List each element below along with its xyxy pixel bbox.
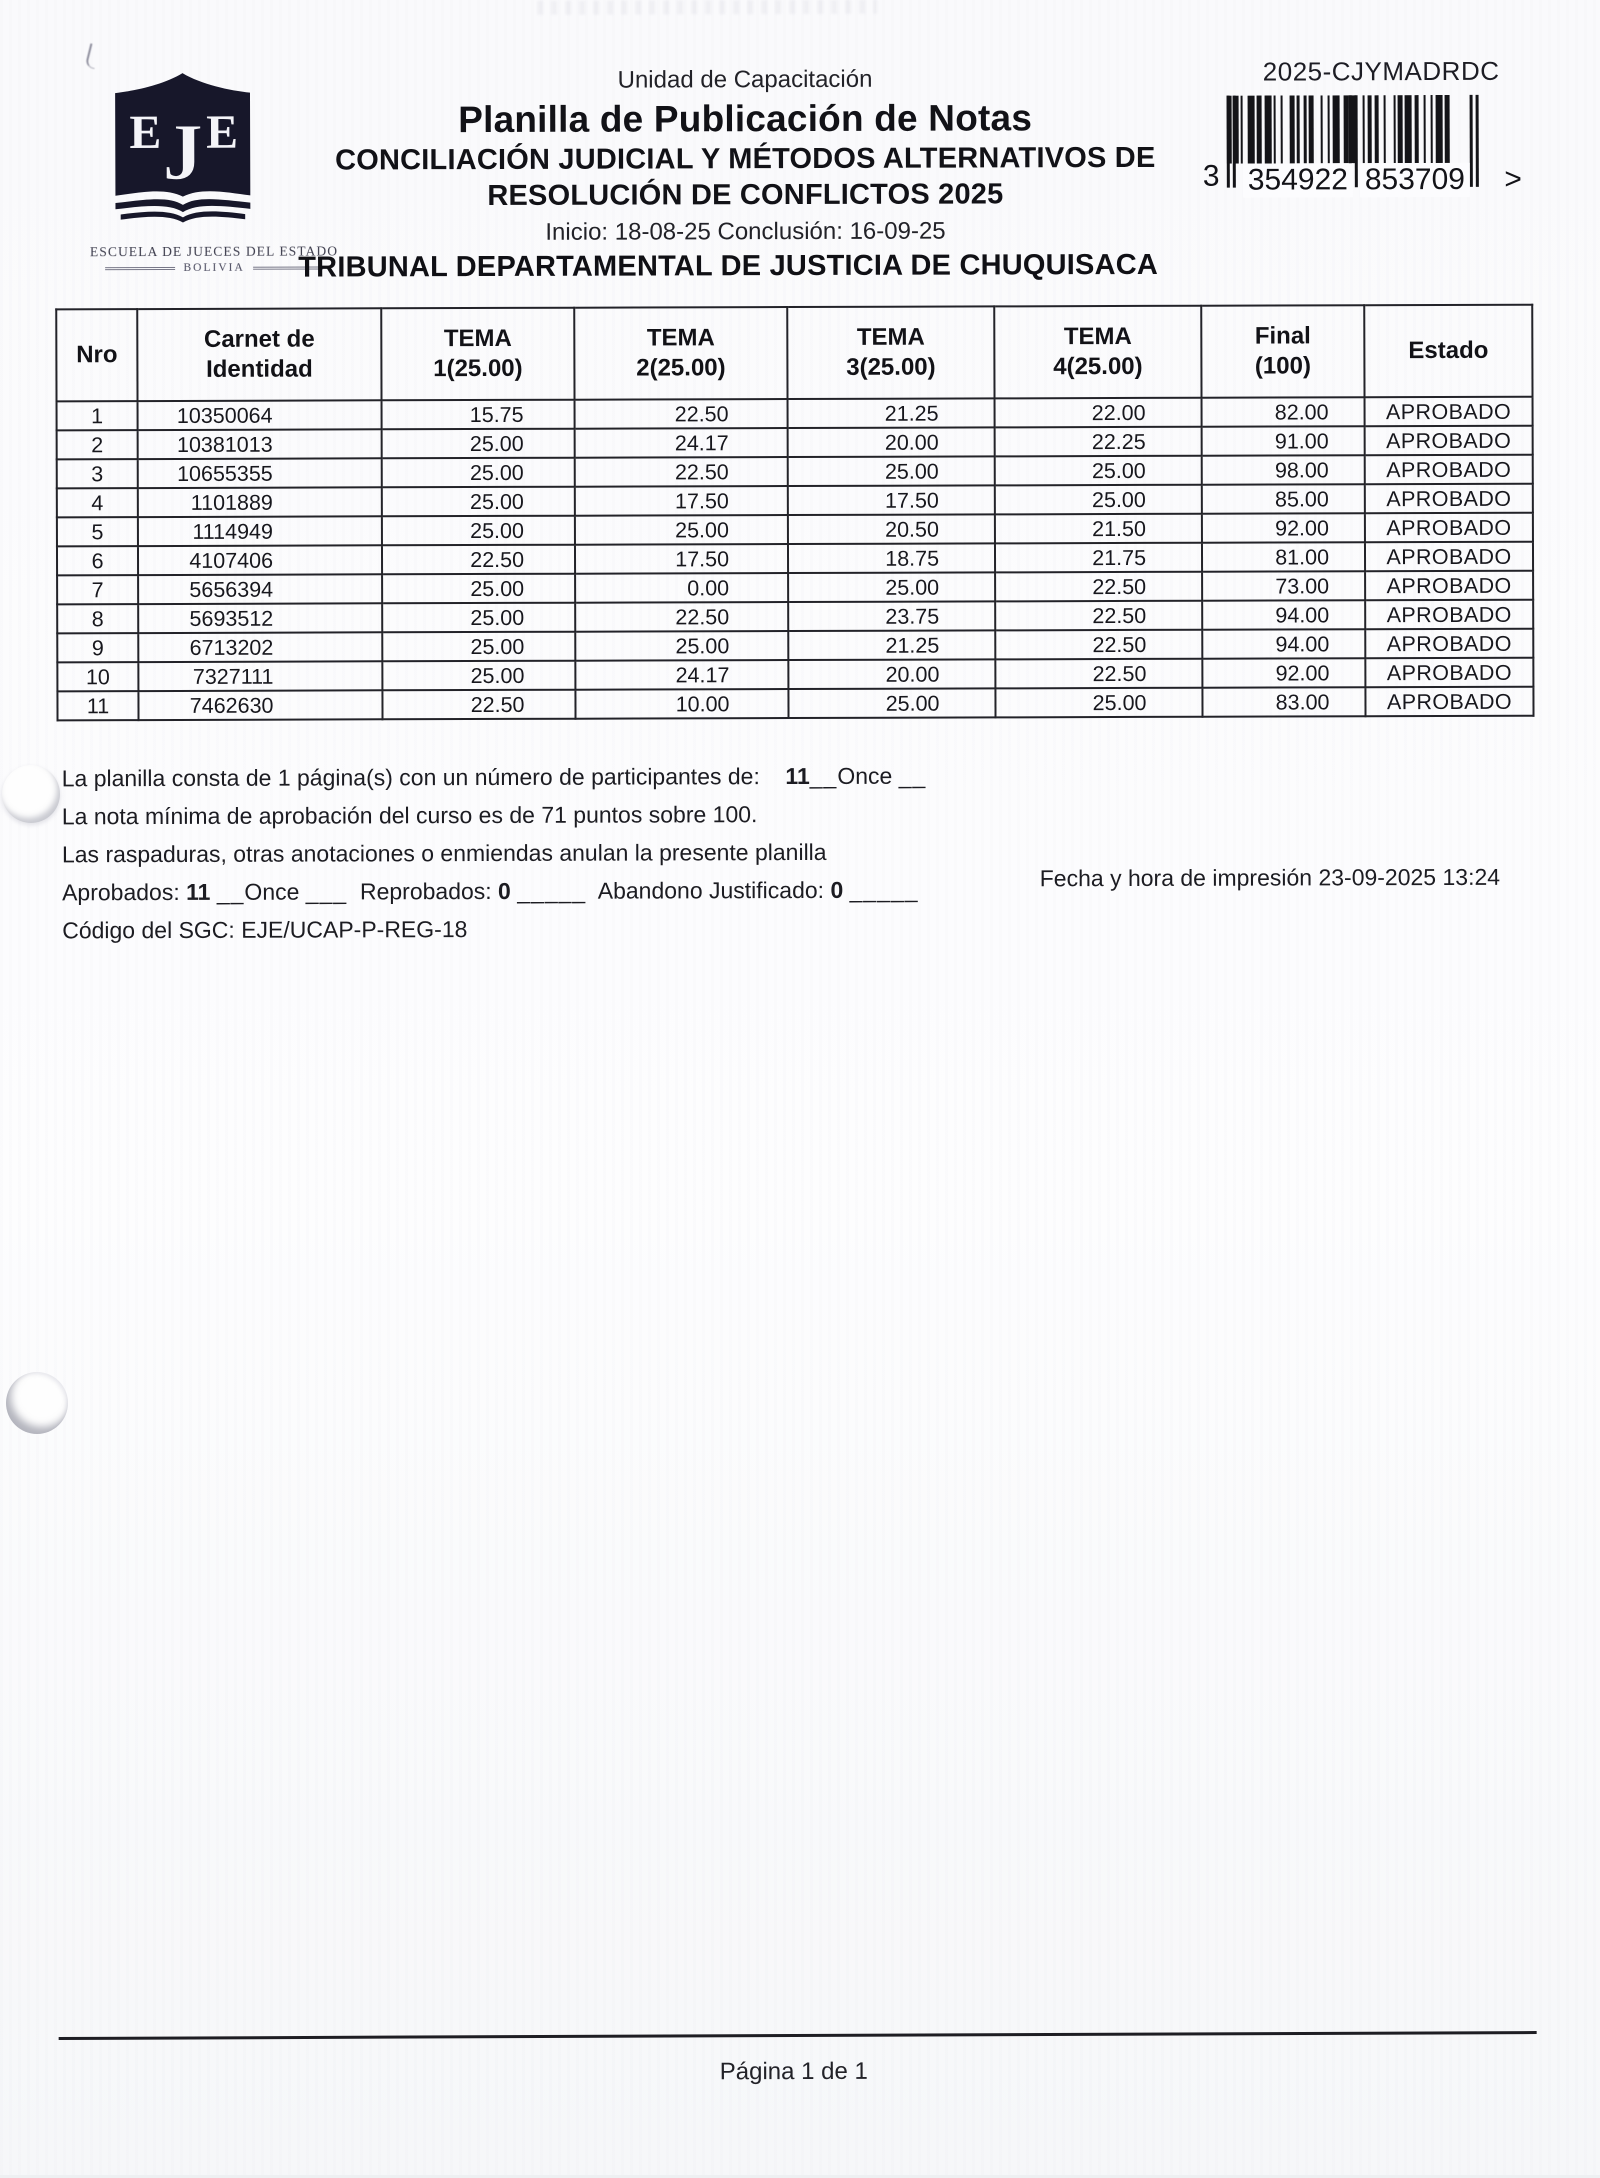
cell-estado: APROBADO [1365, 542, 1533, 572]
cell-tema3: 21.25 [788, 398, 995, 428]
cell-tema4: 22.25 [995, 427, 1202, 457]
cell-final: 91.00 [1202, 426, 1365, 456]
cell-tema2: 22.50 [575, 602, 788, 632]
cell-tema1: 22.50 [382, 545, 575, 575]
document-title: Planilla de Publicación de Notas [458, 97, 1033, 141]
barcode-guard-icon [1470, 95, 1473, 187]
cell-tema4: 22.00 [995, 398, 1202, 428]
tribunal-title: TRIBUNAL DEPARTAMENTAL DE JUSTICIA DE CHUQUISACA [298, 248, 1159, 284]
cell-carnet: 1114949 [138, 516, 382, 546]
cell-tema2: 17.50 [575, 486, 788, 516]
cell-tema4: 21.75 [995, 543, 1202, 573]
svg-text:E: E [129, 105, 162, 160]
participants-line: La planilla consta de 1 página(s) con un número de participantes de: 11__Once __ [61, 762, 927, 792]
cell-nro: 3 [57, 459, 138, 488]
min-grade-line: La nota mínima de aprobación del curso es de 71 puntos sobre 100. [61, 801, 758, 830]
cell-nro: 6 [57, 546, 138, 575]
svg-text:J: J [162, 106, 204, 198]
cell-final: 94.00 [1202, 600, 1365, 630]
grades-table [55, 304, 1534, 722]
barcode-trailing-char: > [1504, 162, 1522, 196]
barcode-lead-digit: 3 [1202, 159, 1220, 193]
cell-tema3: 21.25 [788, 630, 995, 660]
cell-tema3: 20.00 [788, 659, 995, 689]
course-dates: Inicio: 18-08-25 Conclusión: 16-09-25 [545, 217, 946, 246]
col-header-final: Final (100) [1201, 305, 1364, 398]
cell-tema2: 10.00 [575, 689, 788, 719]
cell-estado: APROBADO [1365, 513, 1533, 543]
cell-tema1: 25.00 [382, 487, 575, 517]
cell-tema2: 24.17 [575, 428, 788, 458]
unit-label: Unidad de Capacitación [617, 65, 873, 94]
cell-tema1: 25.00 [382, 516, 575, 546]
table-row [57, 658, 1533, 692]
barcode-digits-left: 354922 [1243, 163, 1353, 197]
table-row [57, 687, 1533, 721]
cell-estado: APROBADO [1365, 629, 1533, 659]
cell-tema1: 22.50 [382, 690, 575, 720]
cell-tema3: 17.50 [788, 485, 995, 515]
table-row [57, 629, 1533, 663]
cell-tema4: 25.00 [995, 456, 1202, 486]
cell-final: 73.00 [1202, 571, 1365, 601]
cell-tema4: 25.00 [995, 485, 1202, 515]
cell-carnet: 10350064 [138, 400, 382, 430]
cell-tema1: 25.00 [382, 458, 575, 488]
stats-line: Aprobados: 11 __Once ___ Reprobados: 0 _____ Abandono Justificado: 0 _____ [62, 876, 919, 906]
cell-nro: 10 [57, 662, 138, 691]
cell-nro: 7 [57, 575, 138, 604]
print-timestamp: Fecha y hora de impresión 23-09-2025 13:24 [1039, 863, 1501, 892]
col-header-tema1: TEMA 1(25.00) [381, 308, 574, 401]
erasures-line: Las raspaduras, otras anotaciones o enmiendas anulan la presente planilla [61, 838, 827, 868]
cell-tema2: 0.00 [575, 573, 788, 603]
svg-text:E: E [206, 105, 239, 159]
cell-nro: 5 [57, 517, 138, 546]
punch-hole [6, 1372, 68, 1434]
cell-tema4: 21.50 [995, 514, 1202, 544]
cell-final: 94.00 [1202, 629, 1365, 659]
barcode-guard-icon [1355, 95, 1358, 187]
table-row [57, 542, 1533, 576]
cell-nro: 11 [57, 691, 138, 720]
col-header-tema3: TEMA 3(25.00) [787, 306, 994, 399]
country-text: BOLIVIA [183, 261, 245, 274]
table-row [57, 600, 1533, 634]
cell-carnet: 5693512 [138, 603, 382, 633]
cell-estado: APROBADO [1365, 658, 1533, 688]
course-title-line2: RESOLUCIÓN DE CONFLICTOS 2025 [487, 178, 1004, 212]
col-header-nro: Nro [56, 309, 137, 401]
table-row [57, 455, 1533, 489]
cell-final: 82.00 [1202, 397, 1365, 427]
grades-table-header [56, 305, 1532, 402]
cell-tema3: 25.00 [788, 572, 995, 602]
cell-tema4: 22.50 [995, 572, 1202, 602]
table-row [57, 571, 1533, 605]
course-title-line1: CONCILIACIÓN JUDICIAL Y MÉTODOS ALTERNATIVOS DE [335, 141, 1156, 177]
cell-tema2: 25.00 [575, 631, 788, 661]
barcode-digits-right: 853709 [1360, 163, 1470, 197]
grades-table-body [57, 397, 1534, 721]
cell-carnet: 10655355 [138, 458, 382, 488]
approved-count: 11 [186, 878, 211, 905]
org-name-label: ESCUELA DE JUECES DEL ESTADO [89, 243, 339, 260]
cell-estado: APROBADO [1365, 571, 1533, 601]
cell-tema3: 25.00 [788, 456, 995, 486]
cell-nro: 9 [57, 633, 138, 662]
cell-tema3: 25.00 [788, 688, 995, 718]
cell-tema2: 22.50 [575, 457, 788, 487]
table-row [57, 397, 1533, 431]
cell-tema4: 22.50 [995, 630, 1202, 660]
cell-estado: APROBADO [1365, 484, 1533, 514]
cell-tema3: 18.75 [788, 543, 995, 573]
cell-tema1: 25.00 [382, 603, 575, 633]
barcode-guard-icon [1233, 96, 1236, 188]
col-header-tema4: TEMA 4(25.00) [994, 306, 1201, 399]
cell-tema3: 20.00 [788, 427, 995, 457]
page-number-label: Página 1 de 1 [719, 2057, 868, 2086]
failed-count: 0 [497, 877, 511, 904]
cell-tema4: 22.50 [995, 659, 1202, 689]
cell-final: 92.00 [1202, 658, 1365, 688]
cell-final: 85.00 [1202, 484, 1365, 514]
cell-estado: APROBADO [1365, 426, 1533, 456]
cell-nro: 4 [57, 488, 138, 517]
table-row [57, 426, 1533, 460]
cell-tema2: 25.00 [575, 515, 788, 545]
barcode-guard-icon [1476, 95, 1479, 187]
footer-divider [59, 2031, 1537, 2040]
cell-tema2: 24.17 [575, 660, 788, 690]
cell-tema1: 25.00 [382, 429, 575, 459]
cell-tema2: 22.50 [575, 399, 788, 429]
cell-tema4: 25.00 [995, 688, 1202, 718]
cell-nro: 2 [57, 430, 138, 459]
cell-nro: 8 [57, 604, 138, 633]
table-row [57, 513, 1533, 547]
cell-carnet: 4107406 [138, 545, 382, 575]
abandoned-count: 0 [830, 876, 844, 903]
cell-final: 83.00 [1202, 687, 1365, 717]
cell-estado: APROBADO [1365, 687, 1533, 717]
cell-tema3: 20.50 [788, 514, 995, 544]
open-book-logo-icon [99, 64, 266, 237]
participants-count: 11 [785, 762, 810, 790]
col-header-tema2: TEMA 2(25.00) [574, 307, 787, 400]
sgc-code-line: Código del SGC: EJE/UCAP-P-REG-18 [62, 916, 468, 944]
cell-nro: 1 [57, 401, 138, 430]
cell-tema1: 25.00 [382, 574, 575, 604]
cell-tema3: 23.75 [788, 601, 995, 631]
cell-tema1: 15.75 [382, 400, 575, 430]
barcode-guard-icon [1227, 96, 1230, 188]
col-header-estado: Estado [1364, 305, 1532, 398]
cell-estado: APROBADO [1365, 397, 1533, 427]
cell-final: 92.00 [1202, 513, 1365, 543]
document-code-block [1079, 55, 1522, 197]
table-row [57, 484, 1533, 518]
cell-estado: APROBADO [1365, 600, 1533, 630]
cell-estado: APROBADO [1365, 455, 1533, 485]
cell-carnet: 1101889 [138, 487, 382, 517]
cell-tema4: 22.50 [995, 601, 1202, 631]
cell-carnet: 7462630 [138, 690, 382, 720]
cell-carnet: 6713202 [138, 632, 382, 662]
cell-tema1: 25.00 [382, 632, 575, 662]
cell-carnet: 10381013 [138, 429, 382, 459]
cell-final: 81.00 [1202, 542, 1365, 572]
col-header-carnet: Carnet de Identidad [137, 308, 381, 401]
scan-smudge [537, 0, 877, 15]
cell-tema2: 17.50 [575, 544, 788, 574]
cell-carnet: 5656394 [138, 574, 382, 604]
barcode [1202, 95, 1522, 197]
summary-notes [62, 763, 927, 956]
cell-final: 98.00 [1202, 455, 1365, 485]
cell-carnet: 7327111 [138, 661, 382, 691]
document-code: 2025-CJYMADRDC [1262, 55, 1500, 87]
punch-hole [2, 765, 60, 823]
cell-tema1: 25.00 [382, 661, 575, 691]
